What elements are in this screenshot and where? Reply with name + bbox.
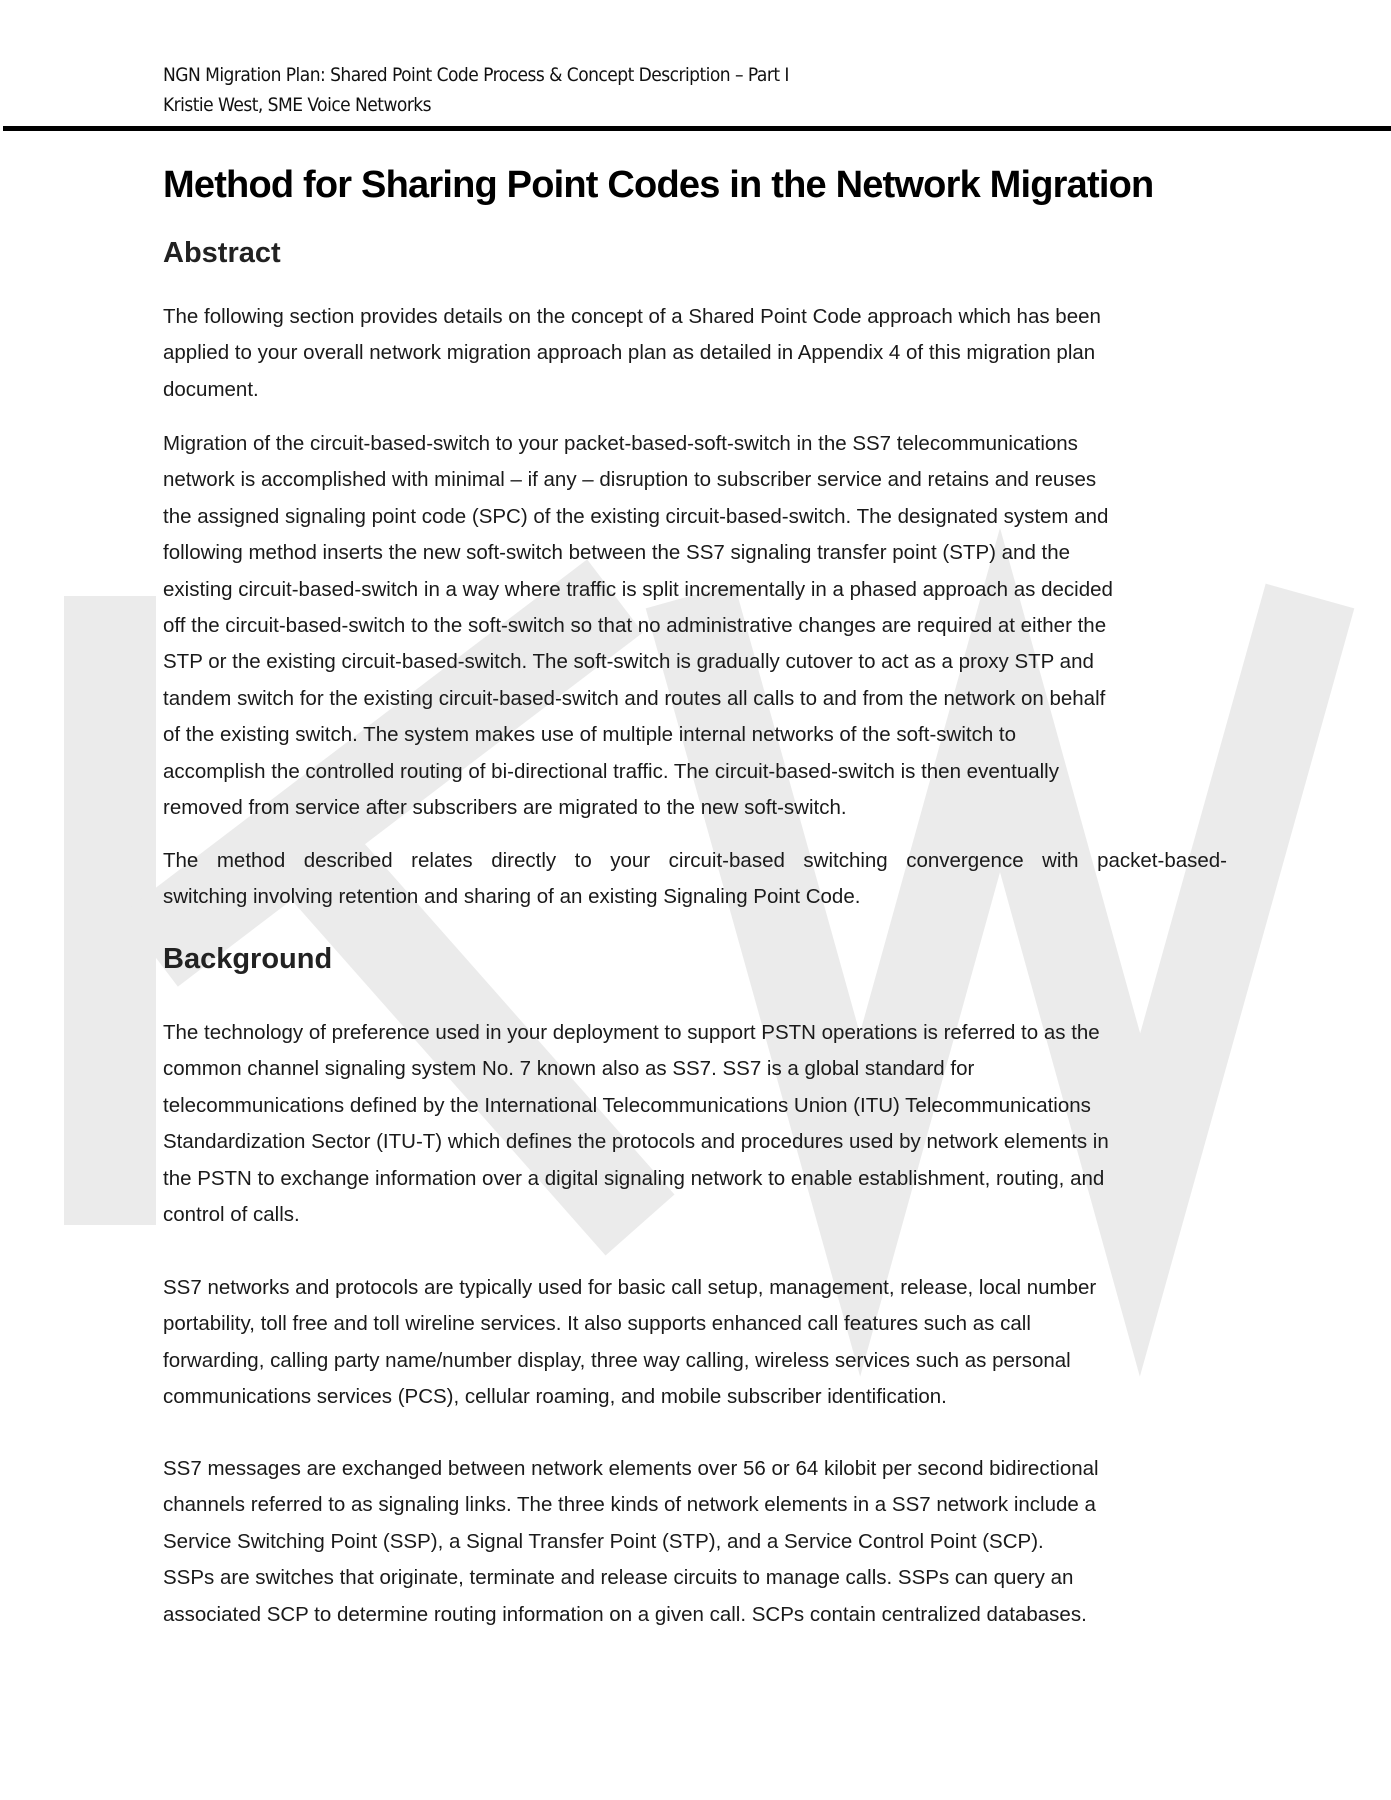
text-line: the assigned signaling point code (SPC) of the existing circuit-based-switch. The designated system and [163,504,1109,528]
text-line: SS7 messages are exchanged between network elements over 56 or 64 kilobit per second bidirectional [163,1457,1099,1480]
abstract-paragraph-2 [163,426,1227,826]
text-line: SS7 networks and protocols are typically used for basic call setup, management, release, local number [163,1276,1097,1299]
text-line: telecommunications defined by the International Telecommunications Union (ITU) Telecommunications [163,1093,1091,1117]
text-line: of the existing switch. The system makes use of multiple internal networks of the soft-switch to [163,723,1017,747]
background-heading: Background [163,943,333,975]
text-line: portability, toll free and toll wireline services. It also supports enhanced call features such as call [163,1312,1031,1336]
text-line: SSPs are switches that originate, terminate and release circuits to manage calls. SSPs can query an [163,1566,1074,1590]
text-line: Standardization Sector (ITU-T) which defines the protocols and procedures used by network elements in [163,1130,1109,1154]
background-paragraph-3 [163,1451,1227,1633]
text-line: The method described relates directly to your circuit-based switching convergence with packet-based- [163,849,1227,872]
text-line: STP or the existing circuit-based-switch. The soft-switch is gradually cutover to act as a proxy STP and [163,650,1094,674]
text-line: following method inserts the new soft-switch between the SS7 signaling transfer point (STP) and the [163,541,1071,565]
text-line: common channel signaling system No. 7 known also as SS7. SS7 is a global standard for [163,1057,975,1081]
header-divider [3,126,1391,131]
text-line: existing circuit-based-switch in a way where traffic is split incrementally in a phased approach as decided [163,577,1113,601]
text-line: communications services (PCS), cellular roaming, and mobile subscriber identification. [163,1385,947,1409]
abstract-paragraph-3 [163,843,1227,916]
text-line: accomplish the controlled routing of bi-directional traffic. The circuit-based-switch is then eventually [163,759,1059,783]
text-line: network is accomplished with minimal – if any – disruption to subscriber service and retains and reuses [163,468,1097,492]
text-line: The following section provides details on the concept of a Shared Point Code approach which has been [163,305,1101,328]
text-line: the PSTN to exchange information over a digital signaling network to enable establishment, routing, and [163,1166,1105,1190]
text-line: Service Switching Point (SSP), a Signal Transfer Point (STP), and a Service Control Point (SCP). [163,1529,1044,1553]
text-line: off the circuit-based-switch to the soft-switch so that no administrative changes are required at either the [163,614,1107,638]
text-line: channels referred to as signaling links. The three kinds of network elements in a SS7 network include a [163,1493,1096,1517]
text-line: tandem switch for the existing circuit-based-switch and routes all calls to and from the network on behalf [163,686,1106,710]
text-line: Migration of the circuit-based-switch to your packet-based-soft-switch in the SS7 telecommunications [163,432,1078,455]
abstract-heading: Abstract [163,237,281,269]
background-paragraph-1 [163,1015,1227,1233]
page-title: Method for Sharing Point Codes in the Network Migration [163,164,1154,206]
text-line: associated SCP to determine routing information on a given call. SCPs contain centralized databases. [163,1602,1087,1626]
text-line: forwarding, calling party name/number display, three way calling, wireless services such as personal [163,1348,1071,1372]
background-paragraph-2 [163,1270,1227,1416]
header-author: Kristie West, SME Voice Networks [163,94,432,116]
text-line: document. [163,377,259,401]
abstract-paragraph-1 [163,299,1227,408]
header-document-title: NGN Migration Plan: Shared Point Code Process & Concept Description – Part I [163,64,789,86]
text-line: switching involving retention and sharing of an existing Signaling Point Code. [163,885,861,909]
text-line: The technology of preference used in your deployment to support PSTN operations is referred to as the [163,1021,1100,1044]
text-line: applied to your overall network migration approach plan as detailed in Appendix 4 of this migration plan [163,341,1096,365]
text-line: removed from service after subscribers are migrated to the new soft-switch. [163,796,847,820]
text-line: control of calls. [163,1203,300,1227]
